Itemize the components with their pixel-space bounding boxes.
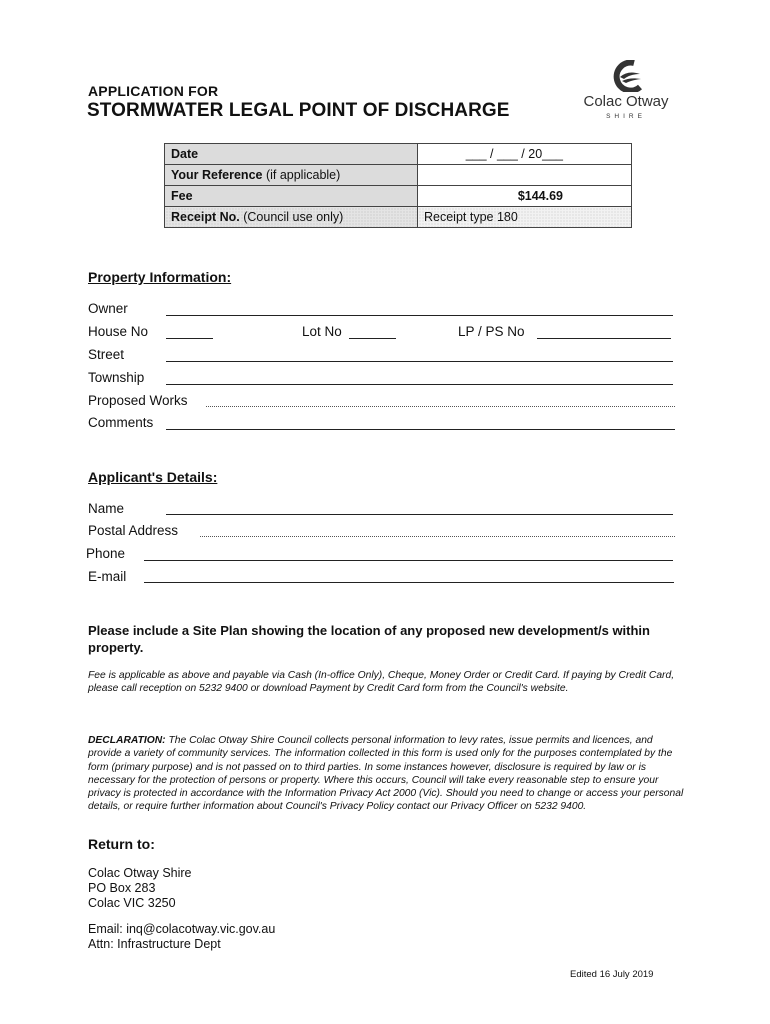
return-attention: Attn: Infrastructure Dept bbox=[88, 937, 221, 951]
form-title: STORMWATER LEGAL POINT OF DISCHARGE bbox=[87, 100, 510, 121]
return-heading: Return to: bbox=[88, 836, 155, 852]
council-logo bbox=[578, 60, 674, 126]
owner-label: Owner bbox=[88, 301, 128, 316]
township-label: Township bbox=[88, 370, 145, 385]
logo-subtext: SHIRE bbox=[606, 113, 646, 120]
site-plan-note: Please include a Site Plan showing the location of any proposed new development/s within property. bbox=[88, 623, 650, 655]
fee-value: $144.69 bbox=[418, 186, 632, 207]
postal-address-label: Postal Address bbox=[88, 523, 179, 538]
fee-label: Fee bbox=[165, 186, 418, 207]
lp-ps-no-label: LP / PS No bbox=[458, 324, 525, 339]
proposed-works-label: Proposed Works bbox=[88, 393, 188, 408]
fee-payment-note: Fee is applicable as above and payable via Cash (In-office Only), Cheque, Money Order or Credit Card. If paying by Credit Card, please call reception on 5232 9400 or download Payment by Credit Card form from the Council's website. bbox=[88, 670, 675, 694]
table-row bbox=[165, 207, 632, 228]
return-address-line1: Colac Otway Shire bbox=[88, 866, 192, 880]
applicant-heading: Applicant's Details: bbox=[88, 469, 218, 485]
return-email: Email: inq@colacotway.vic.gov.au bbox=[88, 922, 276, 936]
phone-label: Phone bbox=[86, 546, 126, 561]
lot-no-input[interactable] bbox=[349, 338, 396, 339]
receipt-label: Receipt No. (Council use only) bbox=[165, 207, 418, 228]
fee-info-table bbox=[164, 143, 632, 228]
reference-label: Your Reference (if applicable) bbox=[165, 165, 418, 186]
lp-ps-no-input[interactable] bbox=[537, 338, 671, 339]
date-value[interactable]: ___ / ___ / 20___ bbox=[418, 144, 632, 165]
email-label: E-mail bbox=[88, 569, 127, 584]
phone-input[interactable] bbox=[144, 560, 673, 561]
edited-date: Edited 16 July 2019 bbox=[570, 969, 654, 980]
date-label: Date bbox=[165, 144, 418, 165]
lot-no-label: Lot No bbox=[302, 324, 342, 339]
reference-value[interactable] bbox=[418, 165, 632, 186]
form-subtitle: APPLICATION FOR bbox=[88, 83, 219, 99]
table-row bbox=[165, 165, 632, 186]
proposed-works-input[interactable] bbox=[206, 406, 675, 407]
comments-label: Comments bbox=[88, 415, 154, 430]
return-address-line2: PO Box 283 bbox=[88, 881, 156, 895]
comments-input[interactable] bbox=[166, 429, 675, 430]
privacy-declaration: DECLARATION: The Colac Otway Shire Council collects personal information to levy rates, issue permits and licences, and provide a variety of community services. The information collected in this form is used only for the purposes contemplated by the form (primary purpose) and is not passed on to third parties. In some instances however, disclosure is required by law or is necessary for the protection of persons or property. Where this occurs, Council will take every reasonable step to ensure your privacy is protected in accordance with the Information Privacy Act 2000 (Vic). Should you need to change or access your personal details, or require further information about Council's Privacy Policy contact our Privacy Officer on 5232 9400. bbox=[88, 735, 684, 813]
name-input[interactable] bbox=[166, 514, 673, 515]
name-label: Name bbox=[88, 501, 125, 516]
street-input[interactable] bbox=[166, 361, 673, 362]
return-address-line3: Colac VIC 3250 bbox=[88, 896, 176, 910]
table-row bbox=[165, 186, 632, 207]
postal-address-input[interactable] bbox=[200, 536, 675, 537]
township-input[interactable] bbox=[166, 384, 673, 385]
house-no-label: House No bbox=[88, 324, 149, 339]
table-row bbox=[165, 144, 632, 165]
house-no-input[interactable] bbox=[166, 338, 213, 339]
email-input[interactable] bbox=[144, 582, 674, 583]
owner-input[interactable] bbox=[166, 315, 673, 316]
colac-otway-logo-icon bbox=[610, 60, 644, 92]
receipt-value: Receipt type 180 bbox=[418, 207, 632, 228]
property-heading: Property Information: bbox=[88, 269, 232, 285]
logo-name: Colac Otway bbox=[583, 93, 669, 110]
street-label: Street bbox=[88, 347, 125, 362]
